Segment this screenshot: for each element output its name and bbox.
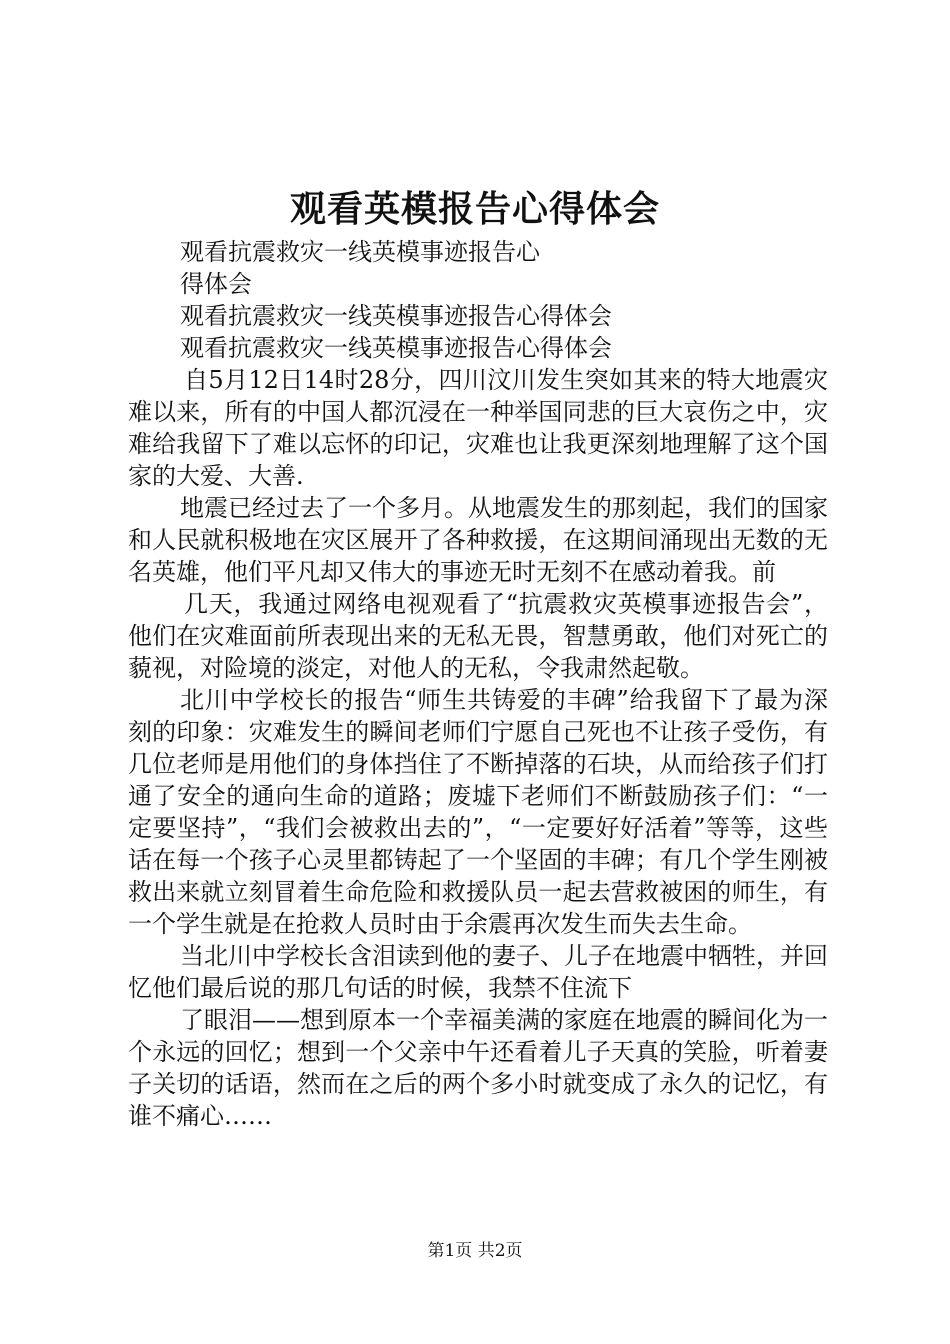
document-body [128, 236, 828, 1132]
paragraph-3: 几天，我通过网络电视观看了“抗震救灾英模事迹报告会”，他们在灾难面前所表现出来的无私无畏，智慧勇敢，他们对死亡的藐视，对险境的淡定，对他人的无私，令我肃然起敬。 [128, 590, 828, 682]
document-title: 观看英模报告心得体会 [289, 188, 660, 230]
paragraph-1: 自5月12日14时28分，四川汶川发生突如其来的特大地震灾难以来，所有的中国人都沉浸在一种举国同悲的巨大哀伤之中，灾难给我留下了难以忘怀的印记，灾难也让我更深刻地理解了这个国家的大爱、大善. [128, 366, 828, 490]
paragraph-5: 当北川中学校长含泪读到他的妻子、儿子在地震中牺牲，并回忆他们最后说的那几句话的时候，我禁不住流下 [128, 942, 828, 1002]
paragraph-4: 北川中学校长的报告“师生共铸爱的丰碑”给我留下了最为深刻的印象：灾难发生的瞬间老师们宁愿自己死也不让孩子受伤，有几位老师是用他们的身体挡住了不断掉落的石块，从而给孩子们打通了安全的通向生命的道路；废墟下老师们不断鼓励孩子们：“一定要坚持”，“我们会被救出去的”，“一定要好好活着”等等，这些话在每一个孩子心灵里都铸起了一个坚固的丰碑；有几个学生刚被救出来就立刻冒着生命危险和救援队员一起去营救被困的师生，有一个学生就是在抢救人员时由于余震再次发生而失去生命。 [128, 686, 828, 938]
repeat-title-1: 观看抗震救灾一线英模事迹报告心得体会 [180, 302, 612, 330]
repeat-title-2: 观看抗震救灾一线英模事迹报告心得体会 [180, 334, 612, 362]
subtitle-line-1: 观看抗震救灾一线英模事迹报告心 [180, 238, 540, 266]
subtitle-line-2: 得体会 [180, 270, 252, 298]
paragraph-6: 了眼泪——想到原本一个幸福美满的家庭在地震的瞬间化为一个永远的回忆；想到一个父亲中午还看着儿子天真的笑脸，听着妻子关切的话语，然而在之后的两个多小时就变成了永久的记忆，有谁不痛心…… [128, 1006, 828, 1130]
page-number-footer: 第1页 共2页 [427, 1241, 523, 1261]
paragraph-2: 地震已经过去了一个多月。从地震发生的那刻起，我们的国家和人民就积极地在灾区展开了各种救援，在这期间涌现出无数的无名英雄，他们平凡却又伟大的事迹无时无刻不在感动着我。前 [128, 494, 828, 586]
